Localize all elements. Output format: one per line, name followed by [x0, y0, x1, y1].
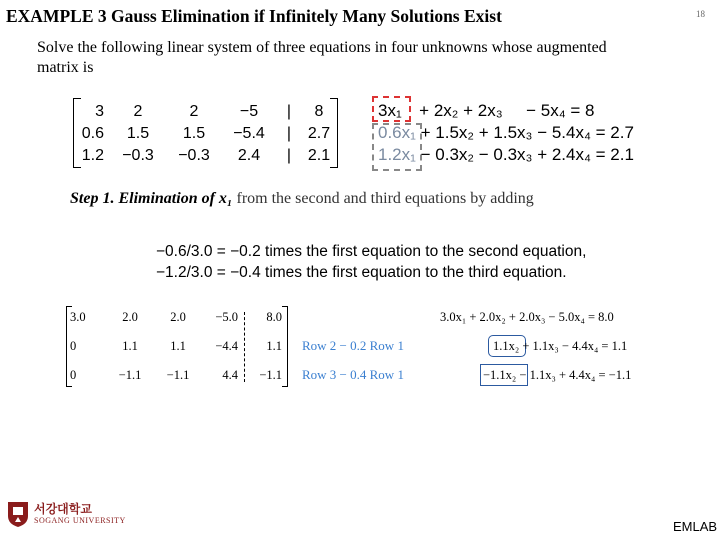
matrix1-cell: −5.4 — [233, 125, 265, 142]
university-seal-icon — [6, 500, 30, 528]
matrix1-cell: −5 — [239, 103, 259, 120]
eq1-term: 3x₁ — [378, 101, 402, 120]
elimination-sentence: −1.2/3.0 = −0.4 times the first equation to the third equation. — [156, 264, 567, 281]
matrix2-cell: 2.0 — [170, 310, 186, 324]
eq1-term: = 2.7 — [595, 123, 634, 142]
eq1-term: 1.2x₁ — [378, 145, 416, 164]
matrix2-cell: 3.0 — [70, 310, 86, 324]
step-description: from the second and third equations by adding — [236, 190, 534, 207]
eq1-term: + 1.5x₃ — [478, 123, 533, 142]
eq1-term: = 2.1 — [595, 145, 634, 164]
matrix2-cell: 4.4 — [222, 368, 238, 382]
row-operation: Row 2 − 0.2 Row 1 — [302, 338, 404, 353]
matrix2-cell: −1.1 — [166, 368, 190, 382]
matrix2-cell: 1.1 — [170, 339, 186, 353]
eq1-term: − 0.3x₃ — [478, 145, 533, 164]
matrix1-separator: | — [286, 125, 292, 142]
footer-label: EMLAB — [673, 519, 718, 534]
matrix2-cell: 2.0 — [122, 310, 138, 324]
matrix2-separator — [244, 312, 245, 382]
eq1-term: − 0.3x₂ — [420, 145, 474, 164]
matrix1-cell: 2 — [189, 103, 199, 120]
matrix1-cell: 2.7 — [307, 125, 331, 142]
eq1-term: + 2.4x₄ — [537, 145, 591, 164]
matrix2-cell: −4.4 — [215, 339, 238, 353]
matrix1-cell: 2.4 — [237, 147, 261, 164]
eq1-term: + 2x₃ — [463, 101, 503, 120]
university-logo-text: 서강대학교 SOGANG UNIVERSITY — [34, 502, 126, 525]
page-number: 18 — [696, 9, 705, 19]
intro-text: Solve the following linear system of three equations in four unknowns whose augmented matrix is — [37, 39, 607, 76]
matrix1-cell: 3 — [95, 103, 104, 120]
matrix2-cell: 1.1 — [122, 339, 138, 353]
eq2-line: −1.1x₂ − 1.1x₃ + 4.4x₄ = −1.1 — [483, 368, 632, 382]
matrix1-cell: 1.5 — [126, 125, 150, 142]
eq1-term: = 8 — [570, 101, 595, 120]
matrix2-cell: 0 — [70, 368, 77, 382]
eq1-term: − 5.4x₄ — [537, 123, 591, 142]
matrix1-cell: 8 — [314, 103, 324, 120]
matrix2-cell: 0 — [70, 339, 77, 353]
eq2-line: 3.0x₁ + 2.0x₂ + 2.0x₃ − 5.0x₄ = 8.0 — [440, 310, 614, 324]
elimination-sentence: −0.6/3.0 = −0.2 times the first equation to the second equation, — [156, 243, 587, 260]
matrix2-cell: 8.0 — [266, 310, 282, 324]
matrix1-cell: −0.3 — [178, 147, 210, 164]
eq1-term: + 2x₂ — [419, 101, 459, 120]
matrix2-cell: −5.0 — [215, 310, 238, 324]
matrix1-cell: 0.6 — [81, 125, 104, 142]
matrix1-cell: 1.5 — [182, 125, 206, 142]
matrix1-cell: 2.1 — [307, 147, 331, 164]
matrix2-cell: −1.1 — [259, 368, 282, 382]
matrix2-cell: 1.1 — [266, 339, 282, 353]
matrix1-cell: −0.3 — [122, 147, 154, 164]
step-heading — [70, 190, 534, 208]
eq1-term: 0.6x₁ — [378, 123, 416, 142]
eq1-term: + 1.5x₂ — [420, 123, 474, 142]
matrix2-cell: −1.1 — [118, 368, 142, 382]
row-operation: Row 3 − 0.4 Row 1 — [302, 367, 404, 382]
matrix1-cell: 1.2 — [81, 147, 104, 164]
matrix1-separator: | — [286, 147, 292, 164]
matrix1-cell: 2 — [133, 103, 143, 120]
step-label: Step 1. Elimination of x₁ — [70, 190, 233, 207]
eq1-term: − 5x₄ — [526, 101, 566, 120]
eq2-line: 1.1x₂ + 1.1x₃ − 4.4x₄ = 1.1 — [493, 339, 628, 353]
matrix1-separator: | — [286, 103, 292, 120]
slide-title: EXAMPLE 3 Gauss Elimination if Infinitely Many Solutions Exist — [6, 6, 502, 26]
